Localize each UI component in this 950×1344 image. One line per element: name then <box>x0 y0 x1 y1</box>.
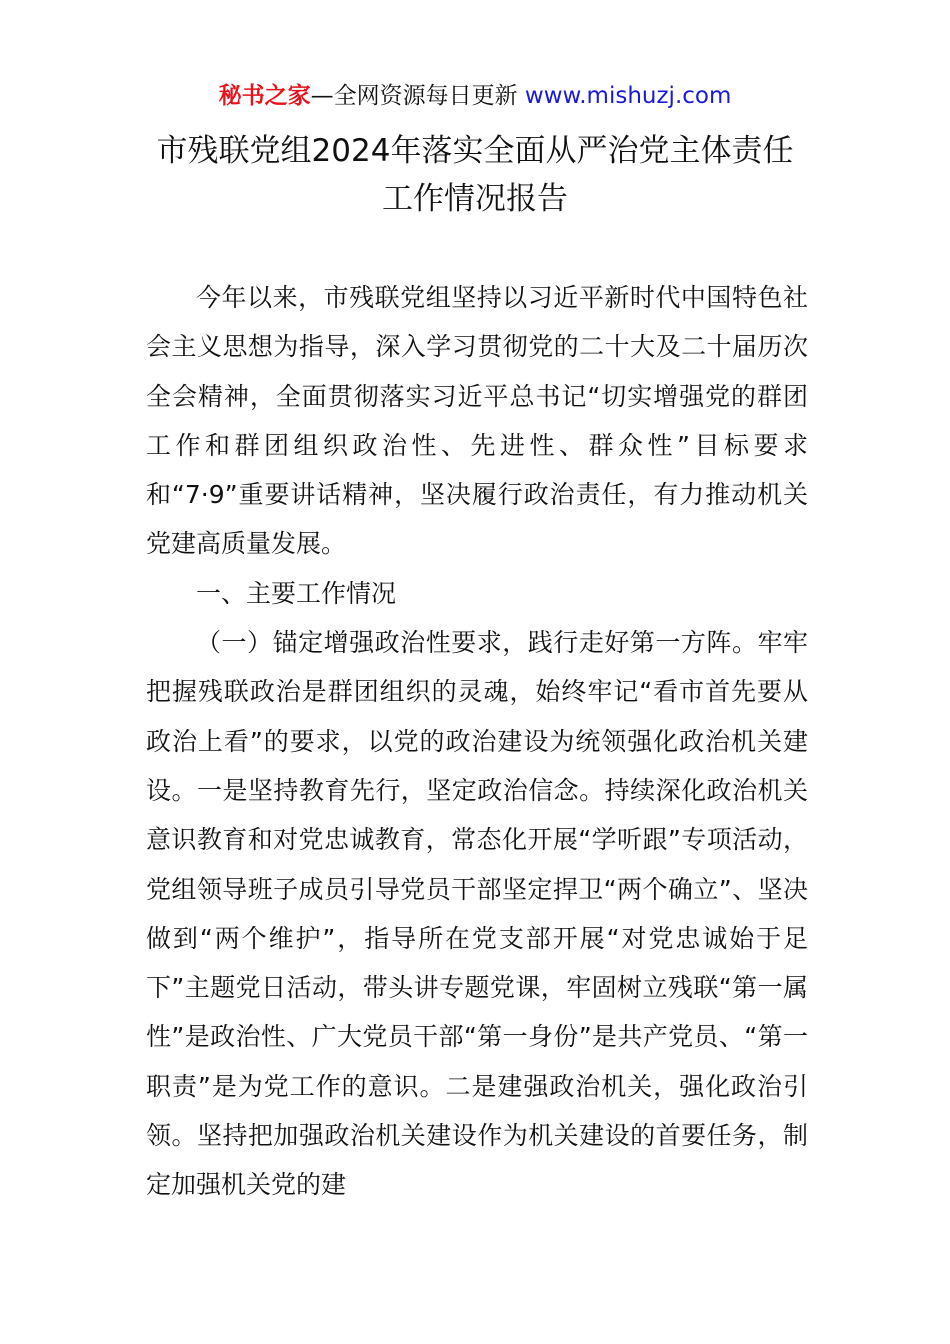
document-title <box>0 127 950 223</box>
site-brand: 秘书之家 <box>218 83 311 109</box>
document-title-line-1: 市残联党组2024年落实全面从严治党主体责任 <box>156 133 794 169</box>
site-header <box>0 80 950 112</box>
document-title-line-2: 工作情况报告 <box>382 181 568 217</box>
subsection-paragraph: （一）锚定增强政治性要求，践行走好第一方阵。牢牢把握残联政治是群团组织的灵魂，始终牢记“看市首先要从政治上看”的要求，以党的政治建设为统领强化政治机关建设。一是坚持教育先行，坚定政治信念。持续深化政治机关意识教育和对党忠诚教育，常态化开展“学听跟”专项活动，党组领导班子成员引导党员干部坚定捍卫“两个确立”、坚决做到“两个维护”，指导所在党支部开展“对党忠诚始于足下”主题党日活动，带头讲专题党课，牢固树立残联“第一属性”是政治性、广大党员干部“第一身份”是共产党员、“第一职责”是为党工作的意识。二是建强政治机关，强化政治引领。坚持把加强政治机关建设作为机关建设的首要任务，制定加强机关党的建 <box>146 628 808 1200</box>
document-body <box>146 273 808 1210</box>
site-url-link[interactable]: www.mishuzj.com <box>524 83 732 109</box>
section-heading: 一、主要工作情况 <box>196 578 397 608</box>
intro-paragraph: 今年以来，市残联党组坚持以习近平新时代中国特色社会主义思想为指导，深入学习贯彻党的二十大及二十届历次全会精神，全面贯彻落实习近平总书记“切实增强党的群团工作和群团组织政治性、先进性、群众性”目标要求和“7·9”重要讲话精神，坚决履行政治责任，有力推动机关党建高质量发展。 <box>146 283 808 559</box>
site-tagline: —全网资源每日更新 <box>310 83 518 109</box>
